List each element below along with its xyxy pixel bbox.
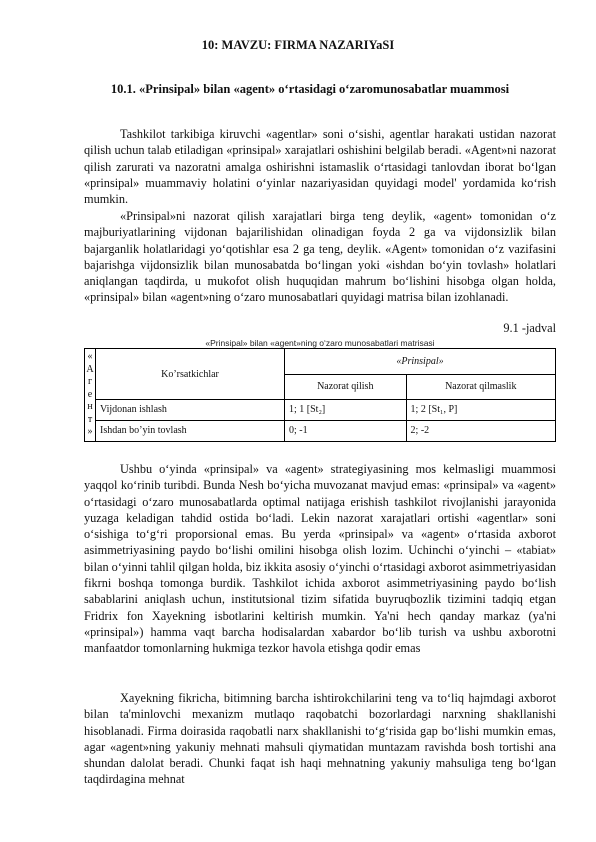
paragraph: Xayekning fikricha, bitimning barcha ishtirokchilarini teng va to‘liq hajmdagi axborot bilan ta'minlovchi mexanizm mutlaqo raqobatchi bozorlardagi narxning shakllanishi hisoblanadi. Firma doirasida raqobatli narx shakllanishi to‘g‘risida gap bo‘lishi mumkin emas, agar «agent»ning yakuniy mehnati mahsuli qiymatidan muntazam ravishda bosh tortishi ana shundan dalolat beradi. Chunki faqat ish haqi mehnatning yakuniy mahsuliga teng bo‘lgan taqdirdagina mehnat	[84, 691, 556, 787]
agent-vertical-label	[85, 349, 96, 442]
agent-letter: н	[87, 401, 93, 412]
agent-letter: е	[87, 388, 93, 400]
column-header: Nazorat qilish	[285, 374, 407, 400]
agent-letter: «	[87, 351, 93, 362]
row-label: Vijdonan ishlash	[96, 400, 285, 421]
paragraph: Ushbu o‘yinda «prinsipal» va «agent» strategiyasining mos kelmasligi muammosi yaqqol ko‘rinib turibdi. Bunda Nesh bo‘yicha muvozanat mavjud emas: «prinsipal» va «agent» o‘rtasidagi o‘zaro munosabatlarda optimal natijaga erishish tashkilot rivojlanishi jarayonida yuzaga keladigan tahdid ostida bo‘ladi. Lekin nazorat xarajatlari ortishi «agentlar» soni o‘sishiga to‘g‘ri proporsional emas. Bu yerda «prinsipal» va «agent» o‘rtasida axborot asimmetriyasining paydo bo‘lishi omilini hisobga olish lozim. Uchinchi o‘yinchi – «tabiat» bilan o‘yinni tahlil qilgan holda, biz ikkita asosiy o‘yinchi o‘rtasidagi axborot asimmetriyasidan fikrni boshqa tomonga burdik. Tashkilot ichida axborot asimmetriyasining paydo bo‘lish sabablarini aniqlash uchun, institutsional tizim sifatida buyruqbozlik tizimini tadqiq etgan Fridrix fon Xayekning isbotlarini keltirish mumkin. Ya'ni hech qanday markaz (ya'ni «prinsipal») hamma vaqt barcha hodisalardan xabardor bo‘lib turish va ushbu axborotni manfaatdor tomonlarning hukmiga tezkor havola etishga qodir emas	[84, 462, 556, 656]
table-cell: 2; -2	[406, 420, 555, 441]
agent-letter: А	[86, 363, 94, 375]
table-row	[85, 400, 556, 421]
table-row	[85, 420, 556, 441]
matrix-table	[84, 348, 556, 442]
section-title: 10.1. «Prinsipal» bilan «agent» o‘rtasidagi o‘zaromunosabatlar muammosi	[110, 82, 510, 96]
agent-letter: г	[87, 376, 93, 387]
agent-letter: т	[87, 413, 93, 425]
table-cell: 1; 1 [St₂]	[285, 400, 407, 421]
row-label: Ishdan bo’yin tovlash	[96, 420, 285, 441]
table-cell: 1; 2 [St₁, P]	[406, 400, 555, 421]
column-header: Nazorat qilmaslik	[406, 374, 555, 400]
paragraph: «Prinsipal»ni nazorat qilish xarajatlari birga teng deylik, «agent» tomonidan o‘z majburiyatlarining vijdonan bajarilishidan olinadigan foyda 2 ga va vijdonsizlik bilan bajarganlik holatlaridagi yo‘qotishlar esa 2 ga teng, deylik. «Agent» tomonidan o‘z vazifasini bajarishga vijdonsizlik bilan munosabatda bo‘lingan yoki «ishdan bo‘yin tovlash» holatlari aniqlangan taqdirda, u mukofot olish huquqidan mahrum bo‘lishini hisobga olgan holda, «prinsipal» bilan «agent»ning o‘zaro munosabatlari quyidagi matrisa bilan izohlanadi.	[84, 209, 556, 305]
table-cell: 0; -1	[285, 420, 407, 441]
table-label: 9.1 -jadval	[503, 321, 556, 335]
agent-letter: »	[87, 426, 93, 437]
paragraph: Tashkilot tarkibiga kiruvchi «agentlar» soni o‘sishi, agentlar harakati ustidan nazorat qilish uchun talab etiladigan «prinsipal» xarajatlari oshishini belgilab beradi. «Agent»ni nazorat qilish zarurati va nazoratni amalga oshirishni istamaslik o‘rtasidagi tanlovdan iborat bo‘lgan «prinsipal» muammaviy holatini o‘yinlar nazariyasidan quyidagi model' yordamida ko‘rish mumkin.	[84, 127, 556, 207]
header-indicators: Ko’rsatkichlar	[96, 349, 285, 400]
header-principal: «Prinsipal»	[285, 349, 556, 375]
chapter-title: 10: MAVZU: FIRMA NAZARIYaSI	[201, 38, 395, 52]
table-caption: «Prinsipal» bilan «agent»ning o‘zaro munosabatlari matrisasi	[205, 338, 435, 348]
